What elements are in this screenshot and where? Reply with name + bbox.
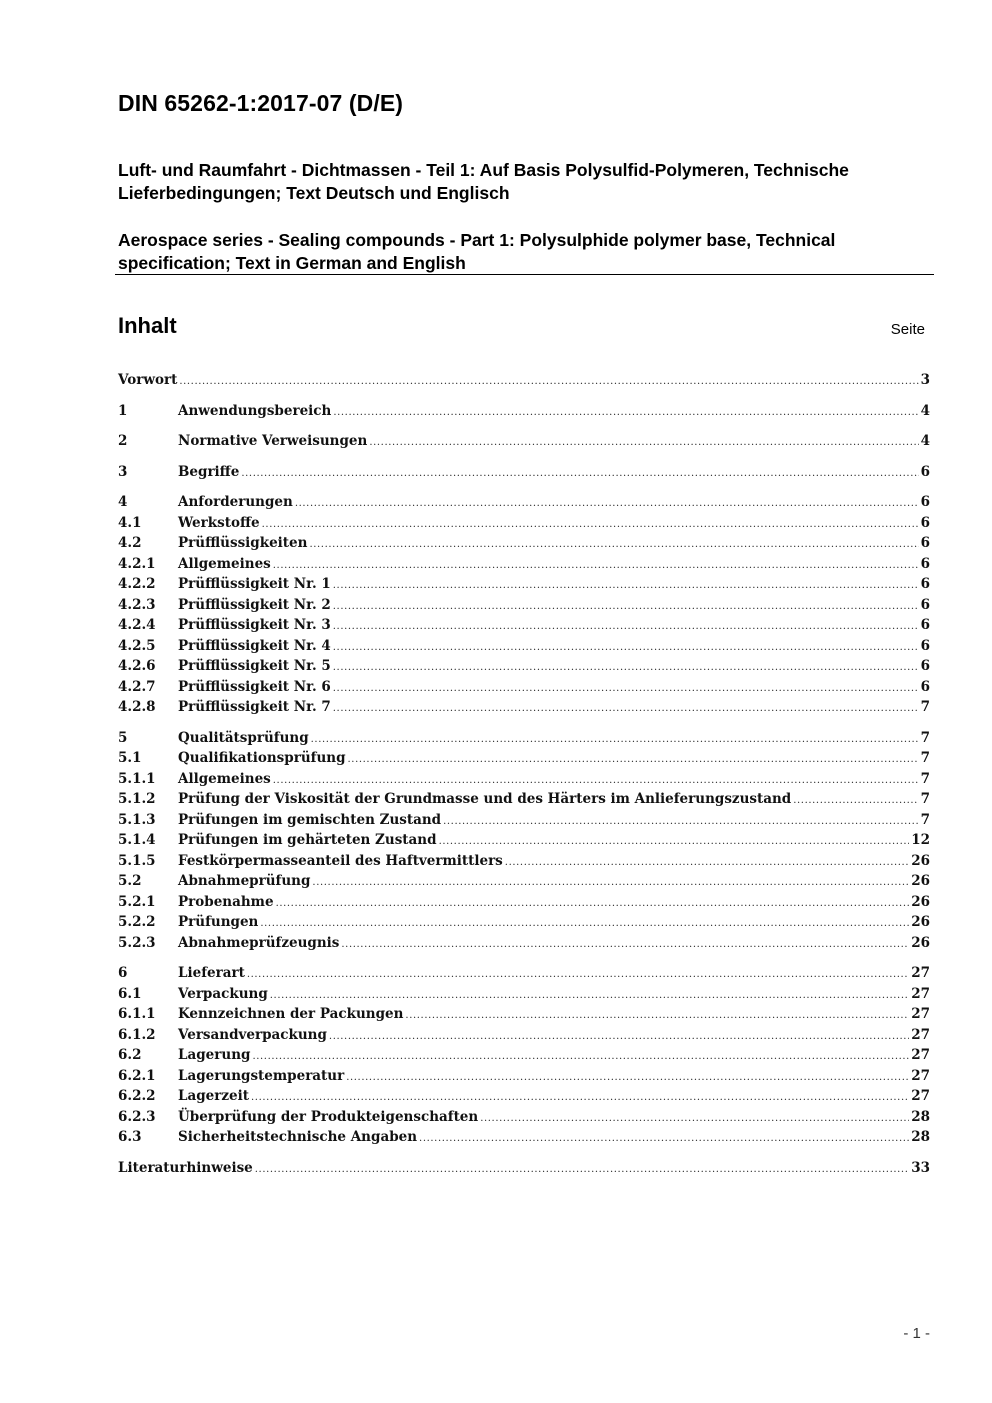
toc-dot-leader — [439, 832, 910, 853]
toc-entry-title: Vorwort — [118, 372, 178, 388]
toc-entry-number: 6.1.2 — [118, 1026, 156, 1043]
toc-entry-number: 5.1.1 — [118, 770, 156, 787]
toc-entry-number: 5 — [118, 729, 128, 746]
toc-dot-leader — [793, 791, 918, 812]
toc-entry-number: 4.2.8 — [118, 699, 156, 715]
toc-dot-leader — [270, 986, 909, 1007]
toc-entry-title: Kennzeichnen der Packungen — [178, 1006, 404, 1022]
toc-dot-leader — [260, 914, 909, 935]
toc-entry[interactable] — [118, 492, 930, 513]
toc-entry-title: Prüfflüssigkeit Nr. 6 — [178, 678, 331, 695]
toc-entry-title: Abnahmeprüfung — [178, 873, 311, 889]
toc-entry[interactable] — [118, 789, 930, 810]
toc-entry-number: 4.2.7 — [118, 678, 156, 695]
toc-entry-page: 26 — [911, 914, 930, 930]
toc-dot-leader — [312, 873, 909, 894]
toc-entry-title: Probenahme — [178, 893, 274, 910]
toc-entry-title: Literaturhinweise — [118, 1159, 253, 1176]
toc-entry[interactable] — [118, 892, 930, 913]
toc-dot-leader — [346, 1068, 909, 1089]
toc-entry[interactable] — [118, 636, 930, 657]
toc-dot-leader — [262, 515, 919, 536]
toc-entry[interactable] — [118, 533, 930, 554]
toc-entry-number: 5.1.3 — [118, 811, 156, 828]
toc-entry-title: Prüfflüssigkeit Nr. 2 — [178, 596, 331, 613]
toc-dot-leader — [443, 812, 918, 833]
toc-dot-leader — [419, 1129, 909, 1150]
toc-dot-leader — [341, 935, 909, 956]
toc-entry-title: Prüfflüssigkeit Nr. 7 — [178, 699, 331, 715]
toc-entry-title: Überprüfung der Produkteigenschaften — [178, 1108, 479, 1125]
toc-entry[interactable] — [118, 574, 930, 595]
toc-entry-number: 5.1.5 — [118, 852, 156, 869]
toc-entry-page: 6 — [920, 514, 930, 531]
toc-entry-number: 4.1 — [118, 514, 142, 531]
table-of-contents — [118, 370, 930, 1178]
toc-entry[interactable] — [118, 851, 930, 872]
toc-entry-title: Prüfflüssigkeit Nr. 5 — [178, 658, 331, 674]
toc-dot-leader — [333, 597, 919, 618]
toc-entry-number: 4 — [118, 494, 128, 510]
toc-dot-leader — [333, 699, 919, 720]
toc-heading: Inhalt — [118, 313, 177, 338]
toc-entry-page: 26 — [911, 852, 930, 869]
toc-entry-page: 6 — [920, 576, 930, 592]
toc-entry-page: 6 — [920, 494, 930, 510]
toc-entry-title: Anforderungen — [178, 494, 293, 510]
toc-entry-title: Lieferart — [178, 965, 245, 981]
toc-dot-leader — [276, 894, 910, 915]
toc-entry[interactable] — [118, 370, 930, 391]
toc-entry-page: 27 — [911, 1067, 930, 1084]
toc-entry-page: 7 — [920, 750, 930, 766]
toc-entry-title: Anwendungsbereich — [178, 402, 332, 419]
toc-entry-number: 6.2.3 — [118, 1108, 156, 1125]
toc-entry-page: 33 — [911, 1159, 930, 1176]
toc-entry-number: 6.2.1 — [118, 1067, 156, 1084]
toc-entry-number: 4.2.3 — [118, 596, 156, 613]
subtitle-german: Luft- und Raumfahrt - Dichtmassen - Teil 1: Auf Basis Polysulfid-Polymeren, Technische Lieferbedingungen; Text Deutsch und Englisch — [118, 160, 849, 203]
title-divider — [115, 274, 934, 275]
toc-entry[interactable] — [118, 933, 930, 954]
toc-entry-number: 5.2.3 — [118, 934, 156, 951]
toc-entry-title: Abnahmeprüfzeugnis — [178, 934, 340, 951]
toc-entry-number: 6.2.2 — [118, 1088, 156, 1104]
toc-entry-page: 7 — [920, 791, 930, 807]
toc-dot-leader — [333, 679, 919, 700]
toc-entry-title: Prüfung der Viskosität der Grundmasse und des Härters im Anlieferungszustand — [178, 791, 792, 807]
toc-entry-title: Lagerzeit — [178, 1088, 250, 1104]
toc-entry-page: 26 — [911, 893, 930, 910]
toc-dot-leader — [480, 1109, 909, 1130]
toc-entry-page: 6 — [920, 637, 930, 654]
toc-entry[interactable] — [118, 1086, 930, 1107]
toc-entry-page: 6 — [920, 617, 930, 633]
toc-entry-number: 6.2 — [118, 1047, 142, 1063]
toc-entry-title: Allgemeines — [178, 555, 271, 572]
toc-entry-title: Lagerung — [178, 1047, 251, 1063]
toc-entry[interactable] — [118, 656, 930, 677]
toc-entry-title: Festkörpermasseanteil des Haftvermittlers — [178, 852, 503, 869]
toc-entry-title: Prüfflüssigkeit Nr. 1 — [178, 576, 331, 592]
toc-entry-page: 4 — [920, 433, 930, 449]
toc-entry-number: 4.2.2 — [118, 576, 156, 592]
toc-entry-page: 27 — [911, 1088, 930, 1104]
toc-entry-page: 6 — [920, 658, 930, 674]
toc-entry-number: 6 — [118, 965, 128, 981]
toc-entry-page: 12 — [911, 832, 930, 848]
toc-dot-leader — [505, 853, 909, 874]
toc-entry-number: 4.2.6 — [118, 658, 156, 674]
toc-entry-page: 28 — [911, 1129, 930, 1145]
toc-dot-leader — [252, 1047, 909, 1068]
toc-entry-number: 6.3 — [118, 1129, 142, 1145]
toc-entry[interactable] — [118, 871, 930, 892]
toc-entry[interactable] — [118, 1158, 930, 1179]
page-number: - 1 - — [903, 1325, 930, 1342]
toc-entry-title: Prüfflüssigkeit Nr. 3 — [178, 617, 331, 633]
toc-entry[interactable] — [118, 462, 930, 483]
toc-entry-title: Normative Verweisungen — [178, 433, 368, 449]
toc-entry-number: 4.2.1 — [118, 555, 156, 572]
toc-entry-page: 27 — [911, 1006, 930, 1022]
toc-entry[interactable] — [118, 1066, 930, 1087]
toc-entry[interactable] — [118, 615, 930, 636]
toc-dot-leader — [333, 658, 919, 679]
toc-dot-leader — [241, 464, 918, 485]
toc-entry-page: 6 — [920, 678, 930, 695]
toc-entry-page: 4 — [920, 402, 930, 419]
toc-entry-page: 6 — [920, 596, 930, 613]
toc-entry[interactable] — [118, 697, 930, 718]
toc-entry[interactable] — [118, 830, 930, 851]
toc-entry-title: Verpackung — [178, 985, 268, 1002]
toc-entry-page: 3 — [920, 372, 930, 388]
toc-dot-leader — [251, 1088, 909, 1109]
toc-entry-page: 27 — [911, 965, 930, 981]
toc-entry-number: 5.1 — [118, 750, 142, 766]
toc-entry-number: 6.1 — [118, 985, 142, 1002]
toc-dot-leader — [255, 1160, 909, 1181]
toc-entry-title: Prüfungen im gemischten Zustand — [178, 811, 442, 828]
toc-entry[interactable] — [118, 769, 930, 790]
toc-dot-leader — [348, 750, 919, 771]
toc-entry[interactable] — [118, 984, 930, 1005]
subtitle-english: Aerospace series - Sealing compounds - Part 1: Polysulphide polymer base, Technical specification; Text in German and English — [118, 230, 836, 273]
toc-entry-page: 26 — [911, 873, 930, 889]
toc-entry-page: 6 — [920, 463, 930, 480]
document-title: DIN 65262-1:2017-07 (D/E) — [118, 90, 404, 116]
toc-entry-page: 26 — [911, 934, 930, 951]
toc-dot-leader — [309, 535, 918, 556]
toc-dot-leader — [405, 1006, 909, 1027]
toc-dot-leader — [273, 771, 919, 792]
toc-entry-title: Prüfungen im gehärteten Zustand — [178, 832, 437, 848]
toc-dot-leader — [273, 556, 919, 577]
toc-entry-title: Werkstoffe — [178, 514, 260, 531]
toc-entry-title: Qualifikationsprüfung — [178, 750, 346, 766]
toc-entry-page: 6 — [920, 535, 930, 551]
toc-entry-page: 27 — [911, 1047, 930, 1063]
toc-entry[interactable] — [118, 431, 930, 452]
toc-entry[interactable] — [118, 1045, 930, 1066]
toc-entry-page: 7 — [920, 729, 930, 746]
toc-entry-title: Sicherheitstechnische Angaben — [178, 1129, 418, 1145]
toc-dot-leader — [333, 617, 919, 638]
toc-entry[interactable] — [118, 1004, 930, 1025]
toc-entry-title: Prüfungen — [178, 914, 259, 930]
toc-entry[interactable] — [118, 912, 930, 933]
toc-entry-title: Begriffe — [178, 463, 240, 480]
toc-entry-number: 6.1.1 — [118, 1006, 156, 1022]
toc-entry[interactable] — [118, 677, 930, 698]
toc-entry-title: Versandverpackung — [178, 1026, 327, 1043]
toc-dot-leader — [295, 494, 919, 515]
toc-dot-leader — [333, 403, 918, 424]
toc-entry-page: 7 — [920, 811, 930, 828]
toc-dot-leader — [311, 730, 919, 751]
toc-dot-leader — [247, 965, 909, 986]
toc-dot-leader — [329, 1027, 909, 1048]
toc-entry-page: 7 — [920, 770, 930, 787]
toc-page-column-label: Seite — [890, 321, 925, 338]
toc-entry[interactable] — [118, 1025, 930, 1046]
toc-entry-number: 5.1.4 — [118, 832, 156, 848]
toc-entry-number: 4.2.5 — [118, 637, 156, 654]
toc-entry[interactable] — [118, 963, 930, 984]
toc-entry-page: 27 — [911, 1026, 930, 1043]
toc-entry-number: 5.2.2 — [118, 914, 156, 930]
toc-entry-page: 7 — [920, 699, 930, 715]
toc-entry-title: Prüfflüssigkeit Nr. 4 — [178, 637, 331, 654]
toc-entry-title: Lagerungstemperatur — [178, 1067, 345, 1084]
toc-entry-title: Allgemeines — [178, 770, 271, 787]
toc-entry[interactable] — [118, 554, 930, 575]
toc-dot-leader — [333, 576, 919, 597]
toc-entry[interactable] — [118, 810, 930, 831]
toc-entry[interactable] — [118, 1107, 930, 1128]
toc-entry[interactable] — [118, 595, 930, 616]
toc-entry[interactable] — [118, 513, 930, 534]
toc-entry-number: 5.2.1 — [118, 893, 156, 910]
toc-entry-number: 5.1.2 — [118, 791, 156, 807]
toc-entry[interactable] — [118, 401, 930, 422]
toc-entry-number: 4.2 — [118, 535, 142, 551]
toc-entry-title: Qualitätsprüfung — [178, 729, 309, 746]
toc-entry-number: 2 — [118, 433, 128, 449]
toc-entry-number: 3 — [118, 463, 128, 480]
toc-entry[interactable] — [118, 728, 930, 749]
toc-entry-title: Prüfflüssigkeiten — [178, 535, 308, 551]
toc-dot-leader — [333, 638, 919, 659]
toc-dot-leader — [369, 433, 918, 454]
toc-entry-page: 27 — [911, 985, 930, 1002]
toc-entry-page: 6 — [920, 555, 930, 572]
toc-entry[interactable] — [118, 748, 930, 769]
toc-entry-number: 5.2 — [118, 873, 142, 889]
toc-entry-number: 1 — [118, 402, 128, 419]
toc-entry[interactable] — [118, 1127, 930, 1148]
toc-entry-page: 28 — [911, 1108, 930, 1125]
toc-entry-number: 4.2.4 — [118, 617, 156, 633]
toc-dot-leader — [179, 372, 918, 393]
